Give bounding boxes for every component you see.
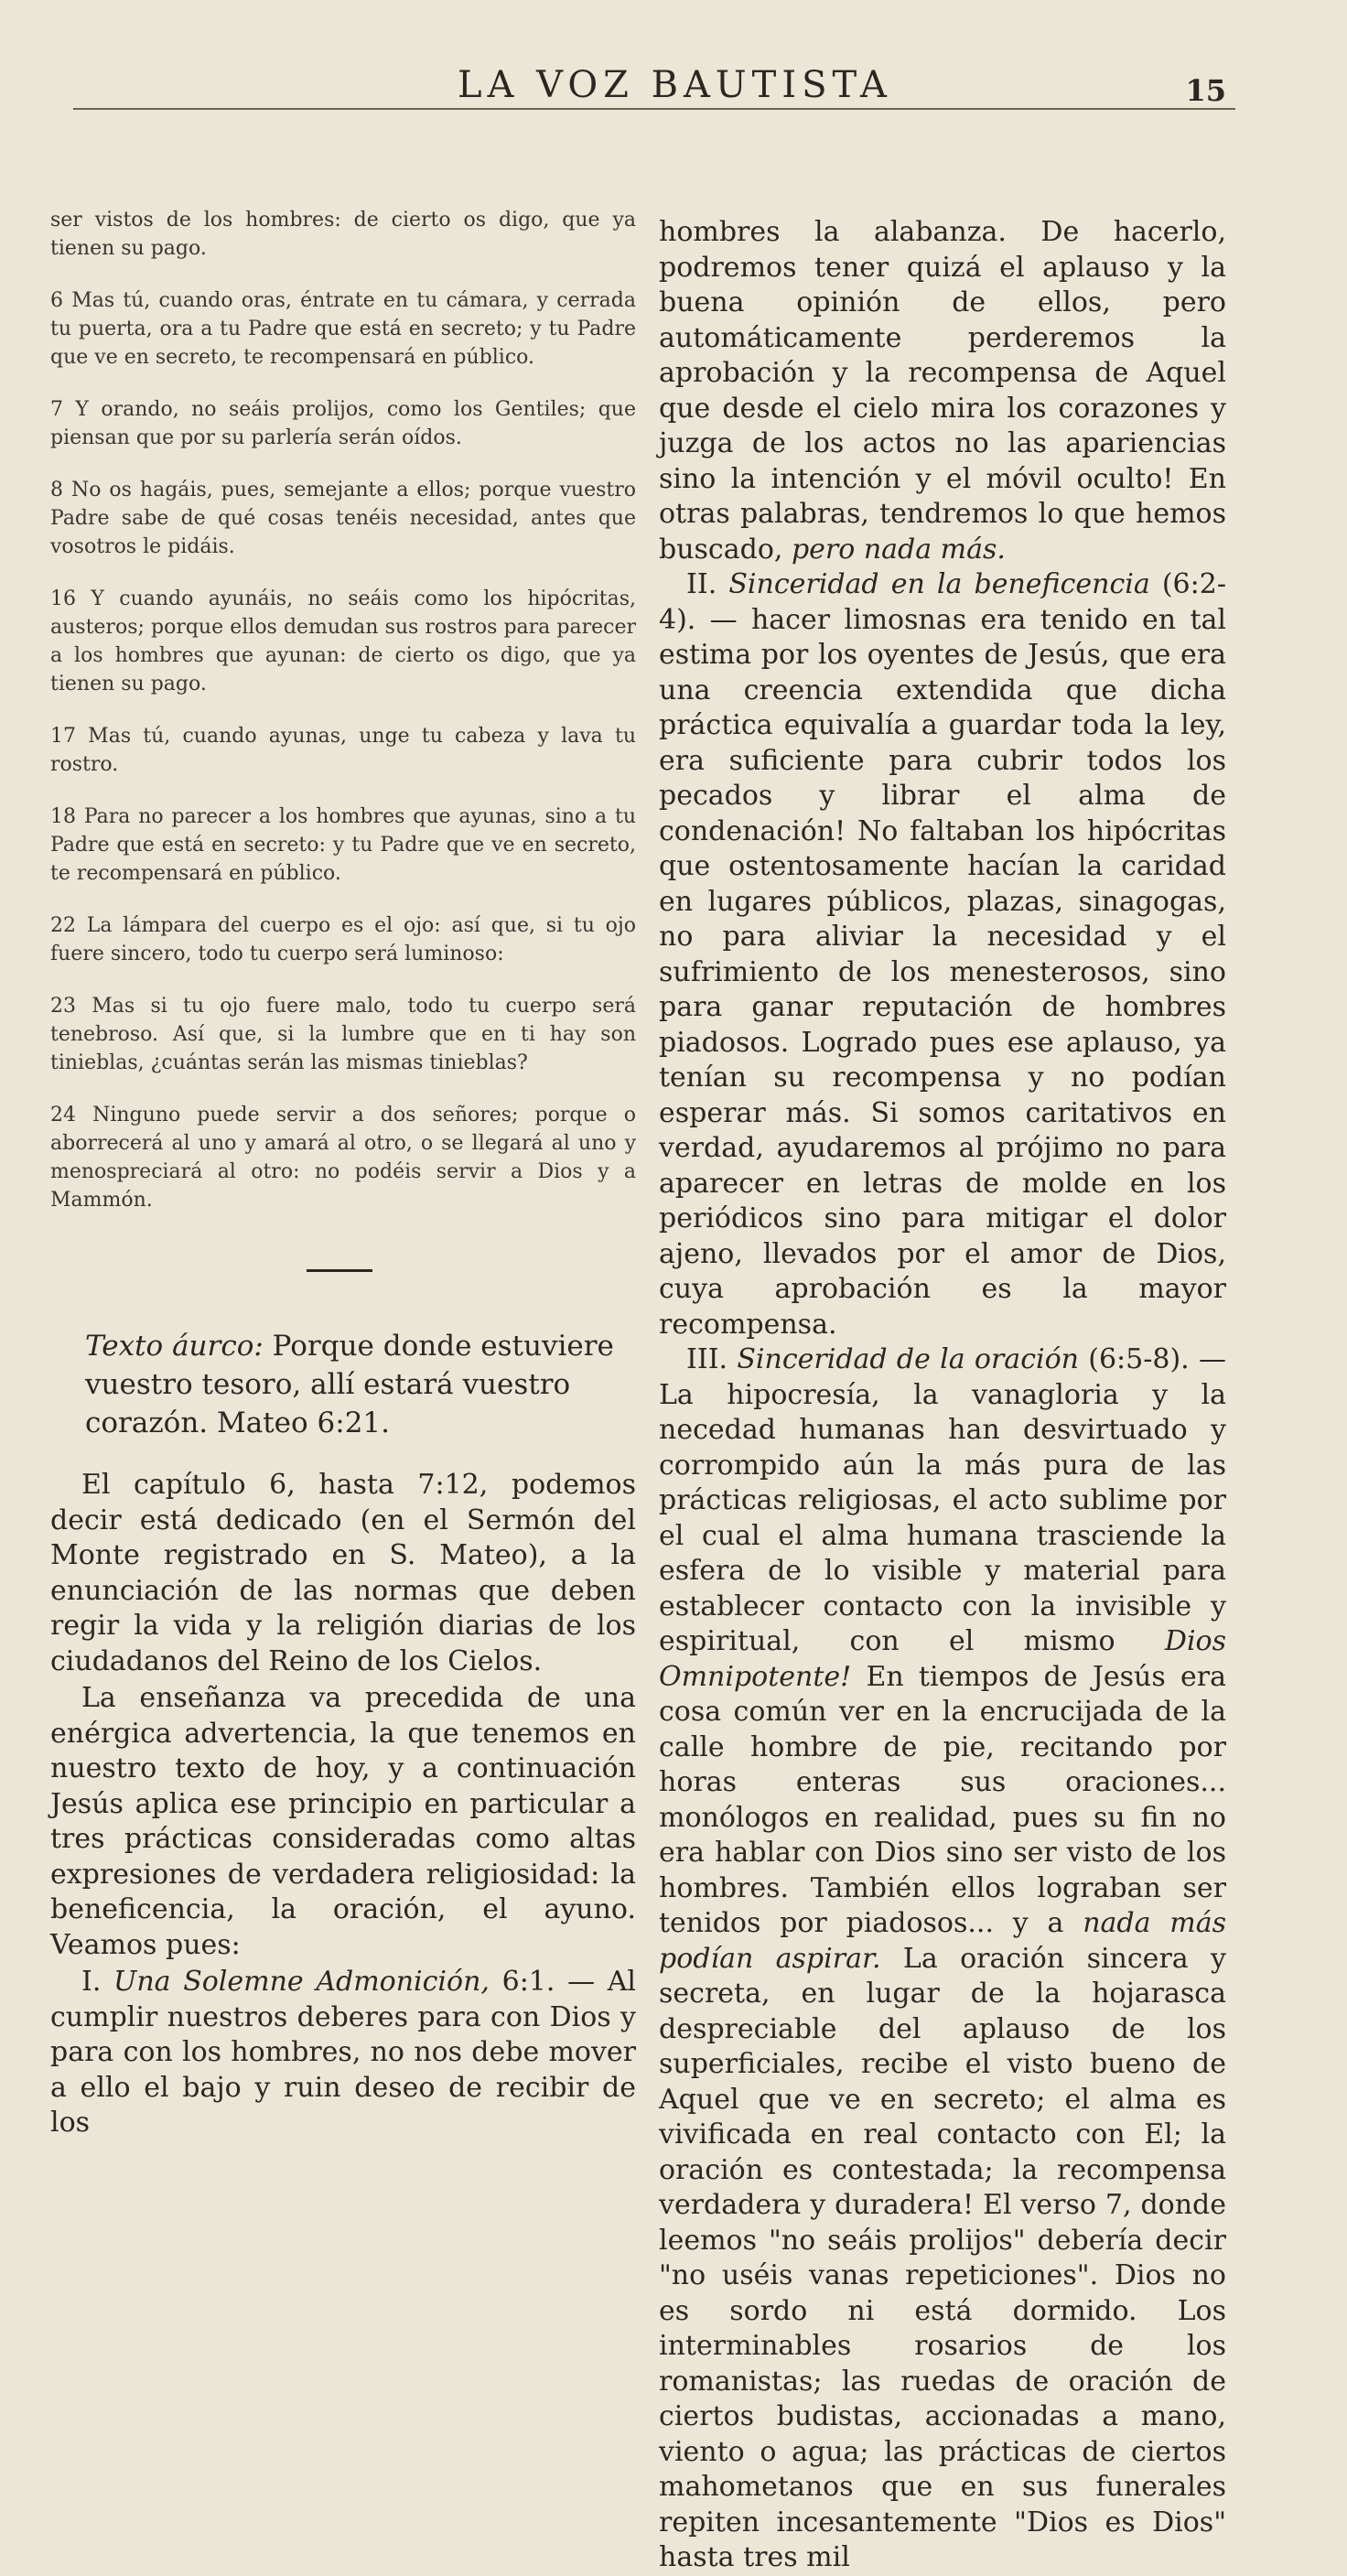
continuation-paragraph xyxy=(659,215,1226,567)
scripture-verse: 16 Y cuando ayunáis, no seáis como los hipócritas, austeros; porque ellos demudan sus rostros para parecer a los hombres que ayunan: de cierto os digo, que ya tienen su pago. xyxy=(50,587,636,695)
golden-text xyxy=(85,1327,636,1442)
section-three-paragraph xyxy=(659,1342,1226,2576)
emphasis-text: Dios Omnipotente! xyxy=(659,1625,1226,1693)
golden-text-label: Texto áurco: xyxy=(85,1330,264,1363)
page-number: 15 xyxy=(1185,73,1226,108)
scripture-verse: 23 Mas si tu ojo fuere malo, todo tu cuerpo será tenebroso. Así que, si la lumbre que en ti hay son tinieblas, ¿cuántas serán las mismas tinieblas? xyxy=(50,995,636,1074)
section-number: II. xyxy=(686,568,729,600)
intro-paragraph: El capítulo 6, hasta 7:12, podemos decir está dedicado (en el Sermón del Monte registrado en S. Mateo), a la enunciación de las normas que deben regir la vida y la religión diarias de los ciudadanos del Reino de los Cielos. xyxy=(50,1469,636,1677)
scripture-verse: 6 Mas tú, cuando oras, éntrate en tu cámara, y cerrada tu puerta, ora a tu Padre que está en secreto; y tu Padre que ve en secreto, te recompensará en público. xyxy=(50,289,636,369)
section-text: (6:5-8). — La hipocresía, la vanagloria y la necedad humanas han desvirtuado y corrompido aún la más pura de las prácticas religiosas, el acto sublime por el cual el alma humana trasciende la esfera de lo visible y material para establecer contacto con la invisible y espiritual, con el mismo xyxy=(659,1343,1226,1657)
intro-paragraph: La enseñanza va precedida de una enérgica advertencia, la que tenemos en nuestro texto de hoy, y a continuación Jesús aplica ese principio en particular a tres prácticas consideradas como altas expresiones de verdadera religiosidad: la beneficencia, la oración, el ayuno. Veamos pues: xyxy=(50,1682,636,1961)
scripture-verse: 22 La lámpara del cuerpo es el ojo: así que, si tu ojo fuere sincero, todo tu cuerpo será luminoso: xyxy=(50,914,636,965)
section-text: La oración sincera y secreta, en lugar de la hojarasca despreciable del aplauso de los superficiales, recibe el visto bueno de Aquel que ve en secreto; el alma es vivificada en real contacto con El; la oración es contestada; la recompensa verdadera y duradera! El verso 7, donde leemos "no seáis prolijos" debería decir "no uséis vanas repeticiones". Dios no es sordo ni está dormido. Los interminables rosarios de los romanistas; las ruedas de oración de ciertos budistas, accionadas a mano, viento o agua; las prácticas de ciertos mahometanos que en sus funerales repiten incesantemente "Dios es Dios" hasta tres mil xyxy=(659,1942,1226,2573)
scripture-verse: 7 Y orando, no seáis prolijos, como los Gentiles; que piensan que por su parlería serán oídos. xyxy=(50,398,636,449)
section-text: 6:1. — Al cumplir nuestros deberes para con Dios y para con los hombres, no nos debe mover a ello el bajo y ruin deseo de recibir de los xyxy=(50,1966,636,2139)
left-column xyxy=(50,206,636,2141)
emphasis-text: nada más podían aspirar. xyxy=(659,1907,1227,1975)
section-title: Sinceridad de la oración xyxy=(737,1343,1079,1375)
golden-text-body: Porque donde estuviere vuestro tesoro, allí estará vuestro corazón. Mateo 6:21. xyxy=(85,1330,614,1439)
scripture-verse: ser vistos de los hombres: de cierto os digo, que ya tienen su pago. xyxy=(50,209,636,260)
scripture-verse: 8 No os hagáis, pues, semejante a ellos; porque vuestro Padre sabe de qué cosas tenéis necesidad, antes que vosotros le pidáis. xyxy=(50,479,636,558)
page-header xyxy=(73,64,1235,137)
scripture-verse: 17 Mas tú, cuando ayunas, unge tu cabeza y lava tu rostro. xyxy=(50,725,636,776)
header-rule xyxy=(73,108,1235,110)
section-number: I. xyxy=(81,1966,114,1998)
paragraph-text: hombres la alabanza. De hacerlo, podremos tener quizá el aplauso y la buena opinión de ellos, pero automáticamente perderemos la aprobación y la recompensa de Aquel que desde el cielo mira los corazones y juzga de los actos no las apariencias sino la intención y el móvil oculto! En otras palabras, tendremos lo que hemos buscado, xyxy=(659,216,1226,566)
section-one-paragraph xyxy=(50,1965,636,2141)
section-title: Sinceridad en la beneficencia xyxy=(728,568,1150,600)
section-text: En tiempos de Jesús era cosa común ver en la encrucijada de la calle hombre de pie, recitando por horas enteras sus oraciones... monólogos en realidad, pues su fin no era hablar con Dios sino ser visto de los hombres. También ellos lograban ser tenidos por piadosos... y a xyxy=(659,1660,1226,1939)
section-two-paragraph xyxy=(659,567,1226,1342)
section-text: (6:2-4). — hacer limosnas era tenido en tal estima por los oyentes de Jesús, que era una creencia extendida que dicha práctica equivalía a guardar toda la ley, era suficiente para cubrir todos los pecados y librar el alma de condenación! No faltaban los hipócritas que ostentosamente hacían la caridad en lugares públicos, plazas, sinagogas, no para aliviar la necesidad y el sufrimiento de los menesterosos, sino para ganar reputación de hombres piadosos. Logrado pues ese aplauso, ya tenían su recompensa y no podían esperar más. Si somos caritativos en verdad, ayudaremos al prójimo no para aparecer en letras de molde en los periódicos sino para mitigar el dolor ajeno, llevados por el amor de Dios, cuya aprobación es la mayor recompensa. xyxy=(659,568,1226,1341)
scripture-verse: 24 Ninguno puede servir a dos señores; porque o aborrecerá al uno y amará al otro, o se llegará al uno y menospreciará al otro: no podéis servir a Dios y a Mammón. xyxy=(50,1104,636,1212)
right-column xyxy=(659,215,1226,2576)
scripture-verse: 18 Para no parecer a los hombres que ayunas, sino a tu Padre que está en secreto: y tu Padre que ve en secreto, te recompensará en público. xyxy=(50,805,636,885)
emphasis-text: pero nada más. xyxy=(791,533,1006,566)
publication-title: LA VOZ BAUTISTA xyxy=(458,64,892,106)
section-number: III. xyxy=(686,1343,738,1375)
section-title: Una Solemne Admonición, xyxy=(113,1966,490,1998)
section-separator xyxy=(307,1269,372,1272)
